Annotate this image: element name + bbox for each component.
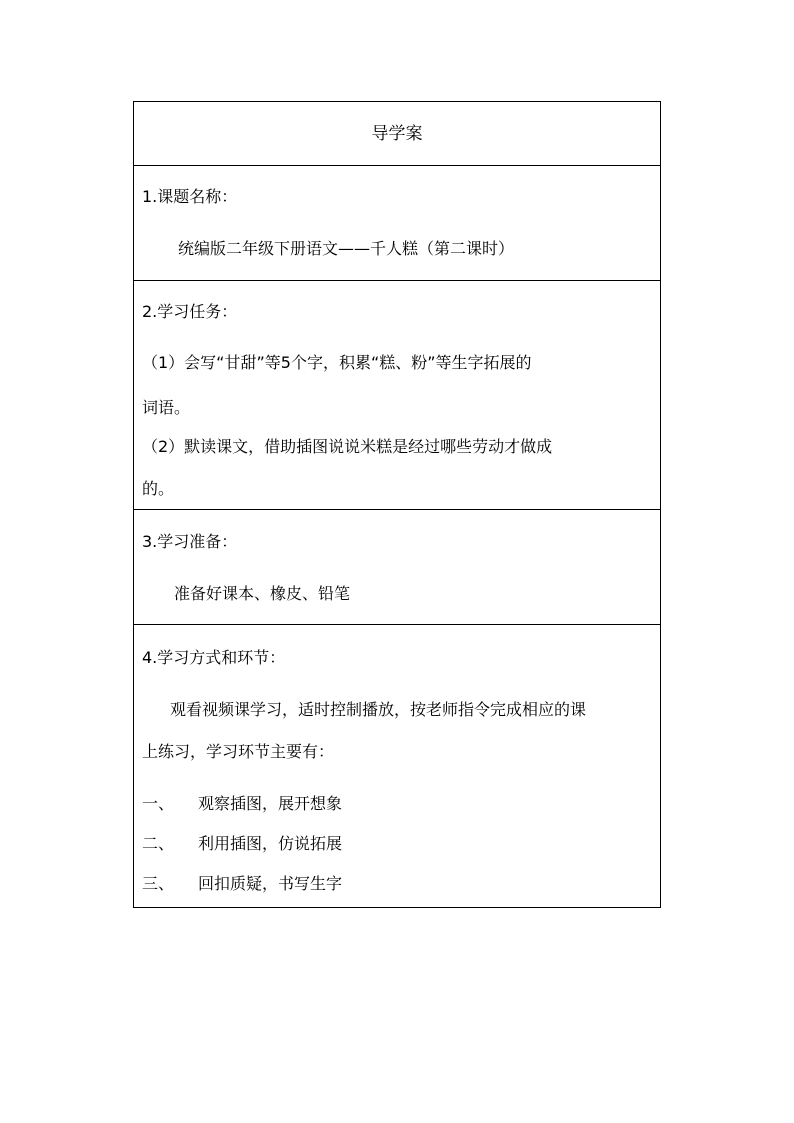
section-heading: 1.课题名称： <box>142 187 238 206</box>
guide-table <box>133 101 661 908</box>
section-tasks <box>134 281 660 510</box>
step-text: 观察插图，展开想象 <box>198 794 343 813</box>
step-number: 二、 <box>142 834 175 853</box>
section-topic <box>134 166 660 281</box>
section-line: 的。 <box>142 479 175 498</box>
section-line: 上练习，学习环节主要有： <box>142 742 335 761</box>
step-number: 三、 <box>142 874 175 893</box>
title-cell <box>134 102 660 166</box>
document-title: 导学案 <box>371 124 423 144</box>
section-line: 观看视频课学习，适时控制播放，按老师指令完成相应的课 <box>170 700 587 719</box>
section-line: 准备好课本、橡皮、铅笔 <box>174 584 351 603</box>
section-line: （2）默读课文，借助插图说说米糕是经过哪些劳动才做成 <box>142 437 553 456</box>
section-heading: 2.学习任务： <box>142 302 238 321</box>
step-number: 一、 <box>142 794 175 813</box>
section-method <box>134 625 660 907</box>
step-text: 利用插图，仿说拓展 <box>198 834 343 853</box>
section-line: （1）会写“甘甜”等5个字，积累“糕、粉”等生字拓展的 <box>142 353 532 372</box>
section-heading: 3.学习准备： <box>142 532 238 551</box>
section-line: 词语。 <box>142 398 191 417</box>
section-line: 统编版二年级下册语文——千人糕（第二课时） <box>178 239 515 258</box>
step-text: 回扣质疑，书写生字 <box>198 874 343 893</box>
section-preparation <box>134 510 660 625</box>
section-heading: 4.学习方式和环节： <box>142 648 286 667</box>
